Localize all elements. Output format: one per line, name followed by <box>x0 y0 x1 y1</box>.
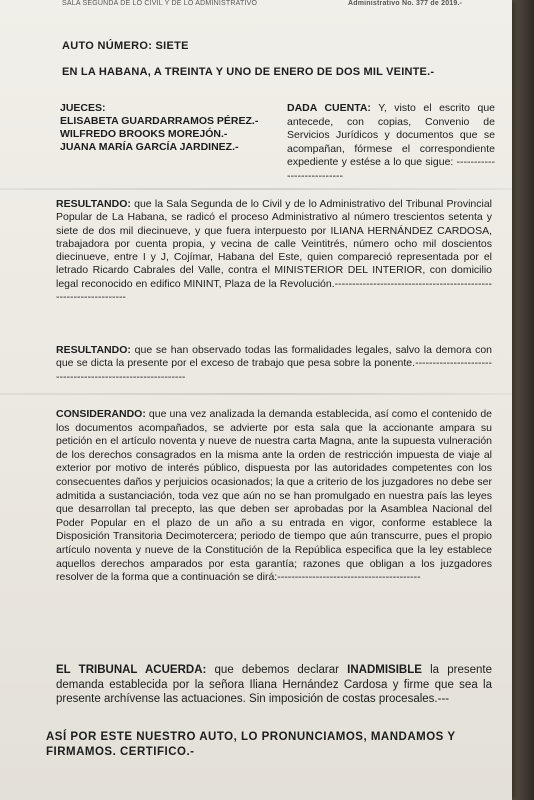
paper-fold-line <box>0 188 512 190</box>
tribunal-text-before: que debemos declarar <box>206 664 348 676</box>
resultando-paragraph-1 <box>56 198 492 304</box>
resultando-paragraph-2 <box>56 344 492 384</box>
resultando-label: RESULTANDO: <box>56 198 131 210</box>
dada-cuenta-paragraph <box>287 102 495 183</box>
closing-statement: ASÍ POR ESTE NUESTRO AUTO, LO PRONUNCIAMOS, MANDAMOS Y FIRMAMOS. CERTIFICO.- <box>46 731 456 758</box>
header-case-number: Administrativo No. 377 de 2019.- <box>348 0 463 7</box>
judge-name: WILFREDO BROOKS MOREJÓN.- <box>60 128 228 140</box>
resultando-text: que se han observado todas las formalidades legales, salvo la demora con que se dicta la presente por el exceso de trabajo que pesa sobre la ponente.----------------------------------------------------------- <box>56 344 492 383</box>
considerando-label: CONSIDERANDO: <box>56 408 146 420</box>
resultando-text: que la Sala Segunda de lo Civil y de lo Administrativo del Tribunal Provincial Popular de La Habana, se radicó el proceso Administrativo al número trescientos setenta y siete de dos mil diecinueve, y que fuera interpuesto por ILIANA HERNÁNDEZ CARDOSA, trabajadora por cuenta propia, y vecina de calle Veintitrés, número ocho mil doscientos diecinueve, entre I y J, Cojímar, Habana del Este, quien compareció representada por el letrado Ricardo Cabrales del Valle, contra el MINISTERIOR DEL INTERIOR, con domicilio legal reconocido en edifico MININT, Plaza de la Revolución.----------------------------------------------------------------- <box>56 198 492 304</box>
place-date: EN LA HABANA, A TREINTA Y UNO DE ENERO DE DOS MIL VEINTE.- <box>62 66 435 78</box>
inadmisible-emphasis: INADMISIBLE <box>347 664 422 676</box>
dada-cuenta-label: DADA CUENTA: <box>287 102 371 114</box>
tribunal-acuerda-label: EL TRIBUNAL ACUERDA: <box>56 664 207 676</box>
judges-label: JUECES: <box>60 102 106 114</box>
paper-fold-line <box>0 393 512 395</box>
tribunal-text-after: la presente demanda establecida por la señora Iliana Hernández Cardosa y firme que sea la presente archívense las actuaciones. Sin imposición de costas procesales.--- <box>56 664 492 705</box>
considerando-text: que una vez analizada la demanda establecida, así como el contenido de los documentos acompañados, se advierte por esta sala que la accionante ampara su petición en el artículo noventa y nueve de nuestra carta Magna, ante la supuesta vulneración de los derechos consagrados en la misma ante la orden de restricción impuesta de viaje al exterior por motivo de interés público, dispuesta por las autoridades competentes con los consecuentes daños y perjuicios ocasionados; la que a criterio de los juzgadores no debe ser admitida a sustanciación, toda vez que aún no se han promulgado en nuestra país las leyes que desarrollan tal precepto, las que deben ser aprobadas por la Asamblea Nacional del Poder Popular en el plazo de un año a su entrada en vigor, conforme establece la Disposición Transitoria Decimotercera; periodo de tiempo que aún transcurre, pues el propio artículo noventa y nueve de la Constitución de la República especifica que la ley establece aquellos derechos amparados por esta garantía; razones que obligan a los juzgadores resolver de la forma que a continuación se dirá:----------------------------------------- <box>56 408 492 584</box>
tribunal-acuerda-paragraph <box>56 663 492 707</box>
dada-cuenta-text: Y, visto el escrito que antecede, con copias, Convenio de Servicios Jurídicos y documentos que se acompañan, fórmese el correspondiente expediente y estése a lo que sigue: --------------------------- <box>287 102 496 182</box>
considerando-paragraph <box>56 408 492 585</box>
header-court-name: SALA SEGUNDA DE LO CIVIL Y DE LO ADMINISTRATIVO <box>62 0 258 7</box>
resultando-label: RESULTANDO: <box>56 344 131 356</box>
table-edge <box>512 0 534 800</box>
judge-name: JUANA MARÍA GARCÍA JARDINEZ.- <box>60 141 239 153</box>
judge-name: ELISABETA GUARDARRAMOS PÉREZ.- <box>60 115 259 127</box>
judges-block <box>60 102 285 154</box>
auto-title: AUTO NÚMERO: SIETE <box>62 40 189 52</box>
